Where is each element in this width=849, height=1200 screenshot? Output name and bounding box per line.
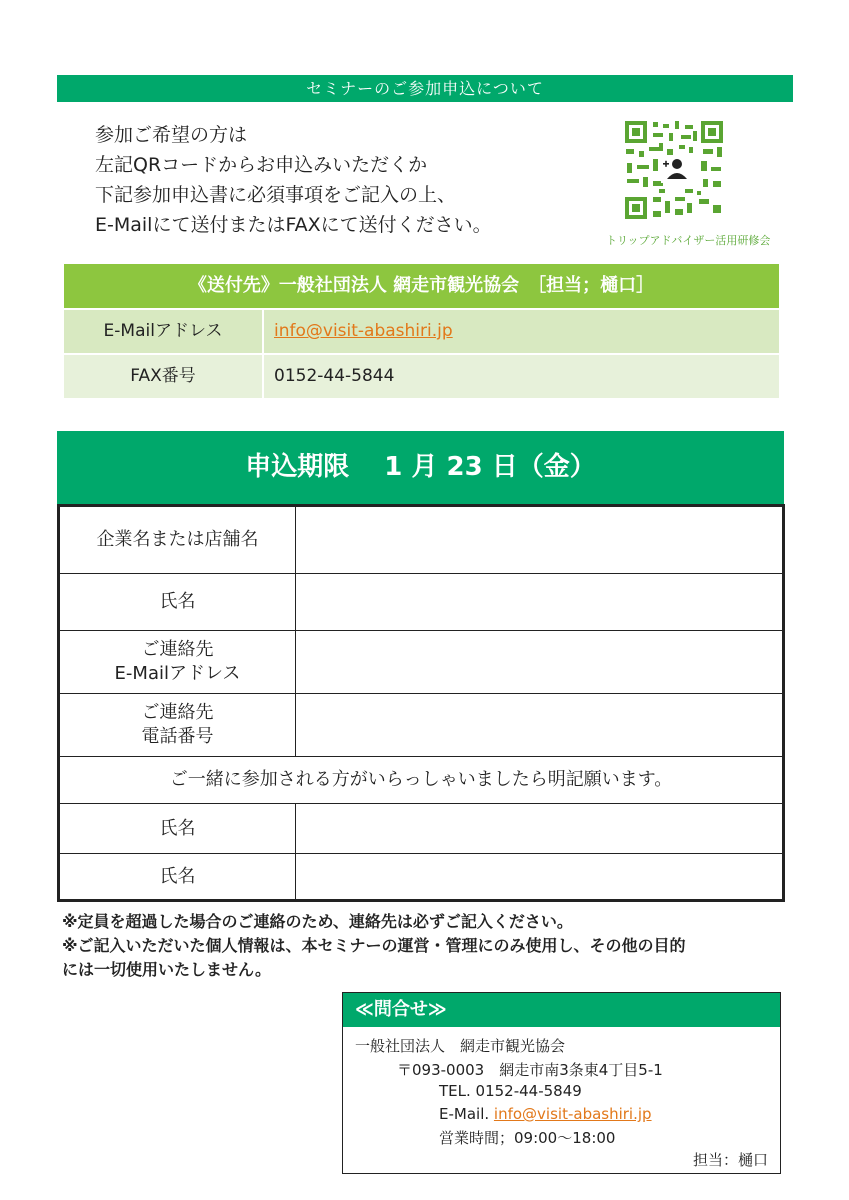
send-to-header: 《送付先》一般社団法人 網走市観光協会 ［担当；樋口］ <box>64 264 779 308</box>
send-to-fax-label: FAX番号 <box>64 355 264 398</box>
intro-text <box>95 120 492 240</box>
companion-name-field-1[interactable] <box>296 804 783 854</box>
name-field[interactable] <box>296 574 783 631</box>
send-to-email-row <box>64 310 779 353</box>
application-form <box>57 504 785 902</box>
notes <box>62 910 686 982</box>
intro-line: E-Mailにて送付またはFAXにて送付ください。 <box>95 214 492 236</box>
company-field[interactable] <box>296 507 783 574</box>
email-label-line1: ご連絡先 <box>141 639 214 660</box>
phone-label-line1: ご連絡先 <box>141 702 214 723</box>
contact-email-label: E-Mail. <box>439 1105 490 1123</box>
companion-name-field-2[interactable] <box>296 854 783 900</box>
intro-line: 下記参加申込書に必須事項をご記入の上、 <box>95 184 457 206</box>
email-label-line2: E-Mailアドレス <box>114 663 241 684</box>
contact-header: ≪問合せ≫ <box>343 993 780 1027</box>
contact-box <box>342 992 781 1174</box>
email-label <box>60 631 296 694</box>
note-line: ※定員を超過した場合のご連絡のため、連絡先は必ずご記入ください。 <box>62 912 573 931</box>
email-field[interactable] <box>296 631 783 694</box>
companion-name-label-2: 氏名 <box>60 854 296 900</box>
companion-note: ご一緒に参加される方がいらっしゃいましたら明記願います。 <box>60 757 783 804</box>
phone-label <box>60 694 296 757</box>
send-to-fax-value: 0152-44-5844 <box>274 366 395 386</box>
name-label: 氏名 <box>60 574 296 631</box>
deadline-banner: 申込期限 1 月 23 日（金） <box>57 431 784 504</box>
contact-address: 〒093-0003 網走市南3条東4丁目5-1 <box>397 1061 663 1079</box>
send-to-email-label: E-Mailアドレス <box>64 310 264 353</box>
note-line: には一切使用いたしません。 <box>62 960 271 979</box>
contact-person: 担当：樋口 <box>692 1151 768 1169</box>
contact-tel: TEL. 0152-44-5849 <box>439 1082 582 1100</box>
send-to-fax-row <box>64 355 779 398</box>
phone-label-line2: 電話番号 <box>141 726 214 747</box>
contact-email-line <box>439 1105 652 1123</box>
contact-org: 一般社団法人 網走市観光協会 <box>355 1037 566 1055</box>
send-to-email-link[interactable]: info@visit-abashiri.jp <box>274 321 453 341</box>
phone-field[interactable] <box>296 694 783 757</box>
companion-name-label-1: 氏名 <box>60 804 296 854</box>
company-label: 企業名または店舗名 <box>60 507 296 574</box>
contact-email-link[interactable]: info@visit-abashiri.jp <box>493 1105 652 1123</box>
intro-line: 左記QRコードからお申込みいただくか <box>95 154 428 176</box>
qr-caption: トリップアドバイザー活用研修会 <box>606 234 771 247</box>
contact-hours: 営業時間；09:00～18:00 <box>439 1129 616 1147</box>
intro-line: 参加ご希望の方は <box>95 124 248 146</box>
qr-code-icon[interactable] <box>623 119 725 221</box>
note-line: ※ご記入いただいた個人情報は、本セミナーの運営・管理にのみ使用し、その他の目的 <box>62 936 686 955</box>
section-title-bar: セミナーのご参加申込について <box>57 75 793 102</box>
